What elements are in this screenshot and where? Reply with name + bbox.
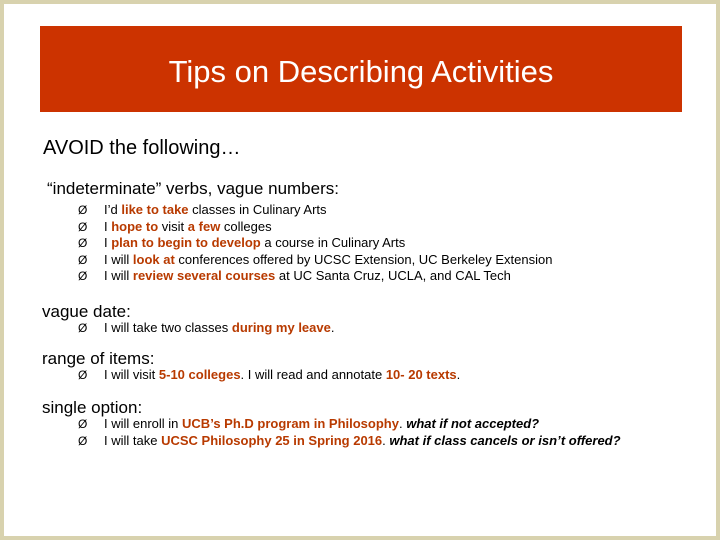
highlighted-phrase: 5-10 colleges [158,367,241,382]
arrow-bullet-icon: Ø [78,417,88,431]
arrow-bullet-icon: Ø [78,252,88,267]
plain-text: I will visit [104,367,159,382]
slide [4,4,716,536]
plain-text: . [382,432,390,448]
list-item-text [104,252,552,269]
plain-text: visit [158,218,188,234]
plain-text: I will take [104,432,162,448]
plain-text: I will [104,251,133,267]
arrow-bullet-icon: Ø [78,321,88,335]
question-note: what if not accepted? [406,416,540,431]
highlighted-phrase: look at [132,251,175,267]
plain-text: . [456,367,461,382]
title-bar [40,26,682,112]
arrow-bullet-icon: Ø [78,236,88,250]
section-label-indeterminate: “indeterminate” verbs, vague numbers: [47,179,339,198]
plain-text: a course in Culinary Arts [260,235,406,250]
plain-text: I will enroll in [104,416,183,431]
plain-text: I [104,235,112,250]
highlighted-phrase: UCB’s Ph.D program in Philosophy [182,416,399,431]
arrow-bullet-icon: Ø [78,269,88,283]
question-note: what if class cancels or isn’t offered? [389,432,621,448]
highlighted-phrase: hope to [111,218,159,234]
section-label-single-option: single option: [42,398,143,417]
plain-text: classes in Culinary Arts [188,202,327,217]
highlighted-phrase: during my leave [231,320,331,335]
slide-title: Tips on Describing Activities [168,54,554,89]
list-item-text [104,268,511,285]
plain-text: I will [104,268,133,283]
arrow-bullet-icon: Ø [78,368,88,382]
list-item-text [104,219,272,236]
highlighted-phrase: UCSC Philosophy 25 in Spring 2016 [161,432,383,448]
plain-text: . [398,416,407,431]
highlighted-phrase: review several courses [132,268,276,283]
list-item-text [104,235,405,252]
plain-text: I will take two classes [104,320,232,335]
arrow-bullet-icon: Ø [78,433,88,448]
highlighted-phrase: a few [187,218,221,234]
plain-text: I [104,218,112,234]
highlighted-phrase: 10- 20 texts [385,367,457,382]
plain-text: at UC Santa Cruz, UCLA, and CAL Tech [275,268,511,283]
highlighted-phrase: like to take [121,202,189,217]
list-item-text [104,433,621,450]
list-item-text [104,367,460,384]
highlighted-phrase: plan to begin to develop [111,235,261,250]
section-label-vague-date: vague date: [42,302,131,321]
avoid-heading: AVOID the following… [43,137,241,159]
list-item-text [104,320,334,337]
arrow-bullet-icon: Ø [78,203,88,217]
list-item-text [104,416,539,433]
section-label-range: range of items: [42,349,155,368]
arrow-bullet-icon: Ø [78,219,88,234]
plain-text: . [330,320,335,335]
plain-text: colleges [220,218,272,234]
plain-text: I’d [104,202,122,217]
list-item-text [104,202,327,219]
plain-text: conferences offered by UCSC Extension, UC Berkeley Extension [174,251,553,267]
plain-text: . I will read and annotate [240,367,386,382]
